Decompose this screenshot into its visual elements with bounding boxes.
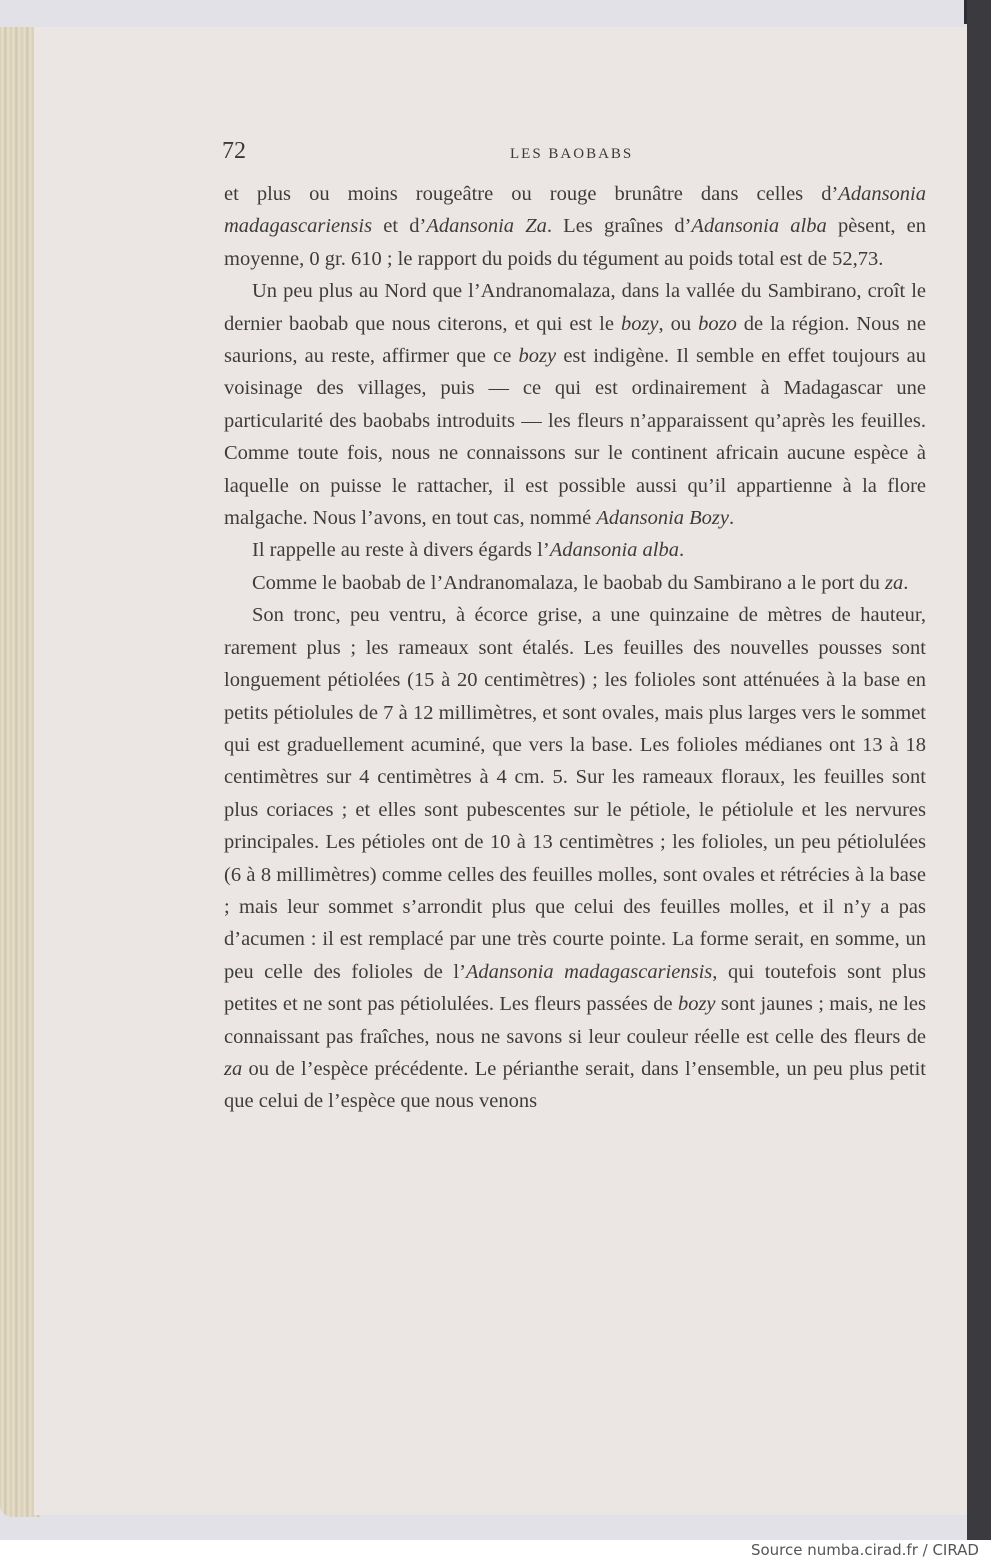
paragraph <box>224 275 926 534</box>
text-run: . Les graînes d’ <box>546 215 692 238</box>
paragraph <box>224 567 926 599</box>
italic-term: za <box>885 571 904 594</box>
text-run: de la région. Nous ne saurions, au reste, affirmer que ce <box>224 312 926 368</box>
italic-term: bozy <box>620 312 659 335</box>
text-run: sont jaunes ; mais, ne les connaissant pas fraîches, nous ne savons si leur couleur réelle est celle des fleurs de <box>224 993 926 1048</box>
text-run: , ou <box>658 312 699 335</box>
running-head: LES BAOBABS <box>510 146 634 162</box>
text-run: Il rappelle au reste à divers égards l’ <box>252 539 550 562</box>
text-run: . <box>729 507 735 530</box>
text-run: ou de l’espèce précédente. Le périanthe serait, dans l’ensemble, un peu plus petit que celui de l’espèce que nous venons <box>224 1057 926 1113</box>
italic-term: Adansonia madagascariensis <box>224 183 926 238</box>
italic-term: Adansonia alba <box>691 215 827 238</box>
text-run: et d’ <box>372 215 427 238</box>
text-run: pèsent, en moyenne, 0 gr. 610 ; le rapport du poids du tégument au poids total est de 52,73. <box>224 215 926 270</box>
italic-term: bozo <box>698 312 737 335</box>
italic-term: za <box>224 1057 243 1080</box>
italic-term: Adansonia Bozy <box>596 507 729 530</box>
text-run: est indigène. Il semble en effet toujours au voisinage des villages, puis — ce qui est ordinairement à Madagascar une particularité des baobabs introduits — les fleurs n’apparaissent qu’après les feuilles. Comme toute fois, nous ne connaissons sur le continent africain aucune espèce à laquelle on puisse le rattacher, il est possible aussi qu’il appartienne à la flore malgache. Nous l’avons, en tout cas, nommé <box>224 345 926 530</box>
page-header <box>222 138 926 168</box>
italic-term: Adansonia alba <box>549 539 679 562</box>
source-caption: Source numba.cirad.fr / CIRAD <box>750 1541 979 1559</box>
paragraph <box>224 534 926 566</box>
text-run: Comme le baobab de l’Andranomalaza, le baobab du Sambirano a le port du <box>252 571 886 594</box>
paragraph <box>224 599 926 1118</box>
text-run: Son tronc, peu ventru, à écorce grise, a une quinzaine de mètres de hauteur, rarement plus ; les rameaux sont étalés. Les feuilles des nouvelles pousses sont longuement pétiolées (15 à 20 centimètres) ; les folioles sont atténuées à la base en petits pétiolules de 7 à 12 millimètres, et sont ovales, mais plus larges vers le sommet qui est graduellement acuminé, que vers la base. Les folioles médianes ont 13 à 18 centimètres sur 4 centimètres à 4 cm. 5. Sur les rameaux floraux, les feuilles sont plus coriaces ; et elles sont pubescentes sur le pétiole, le pétiolule et les nervures principales. Les pétioles ont de 10 à 13 centimètres ; les folioles, un peu pétiolulées (6 à 8 millimètres) comme celles des feuilles molles, sont ovales et rétrécies à la base ; mais leur sommet s’arrondit plus que celui des feuilles molles, et il n’y a pas d’acumen : il est remplacé par une très courte pointe. La forme serait, en somme, un peu celle des folioles de l’ <box>224 604 926 983</box>
text-run: , qui toutefois sont plus petites et ne sont pas pétiolulées. Les fleurs passées de <box>224 960 926 1016</box>
text-run: et plus ou moins rougeâtre ou rouge brunâtre dans celles d’ <box>224 183 839 205</box>
body-text <box>224 178 926 1118</box>
scan-border-right <box>967 0 991 1540</box>
italic-term: Adansonia madagascariensis <box>465 960 713 983</box>
text-run: . <box>903 571 909 594</box>
paragraph <box>224 178 926 275</box>
text-run: . <box>678 539 685 562</box>
italic-term: bozy <box>518 345 557 368</box>
italic-term: Adansonia Za <box>426 215 547 238</box>
page-number: 72 <box>222 138 246 164</box>
text-run: Un peu plus au Nord que l’Andranomalaza, dans la vallée du Sambirano, croît le dernier baobab que nous citerons, et qui est le <box>224 280 926 335</box>
italic-term: bozy <box>677 993 716 1016</box>
